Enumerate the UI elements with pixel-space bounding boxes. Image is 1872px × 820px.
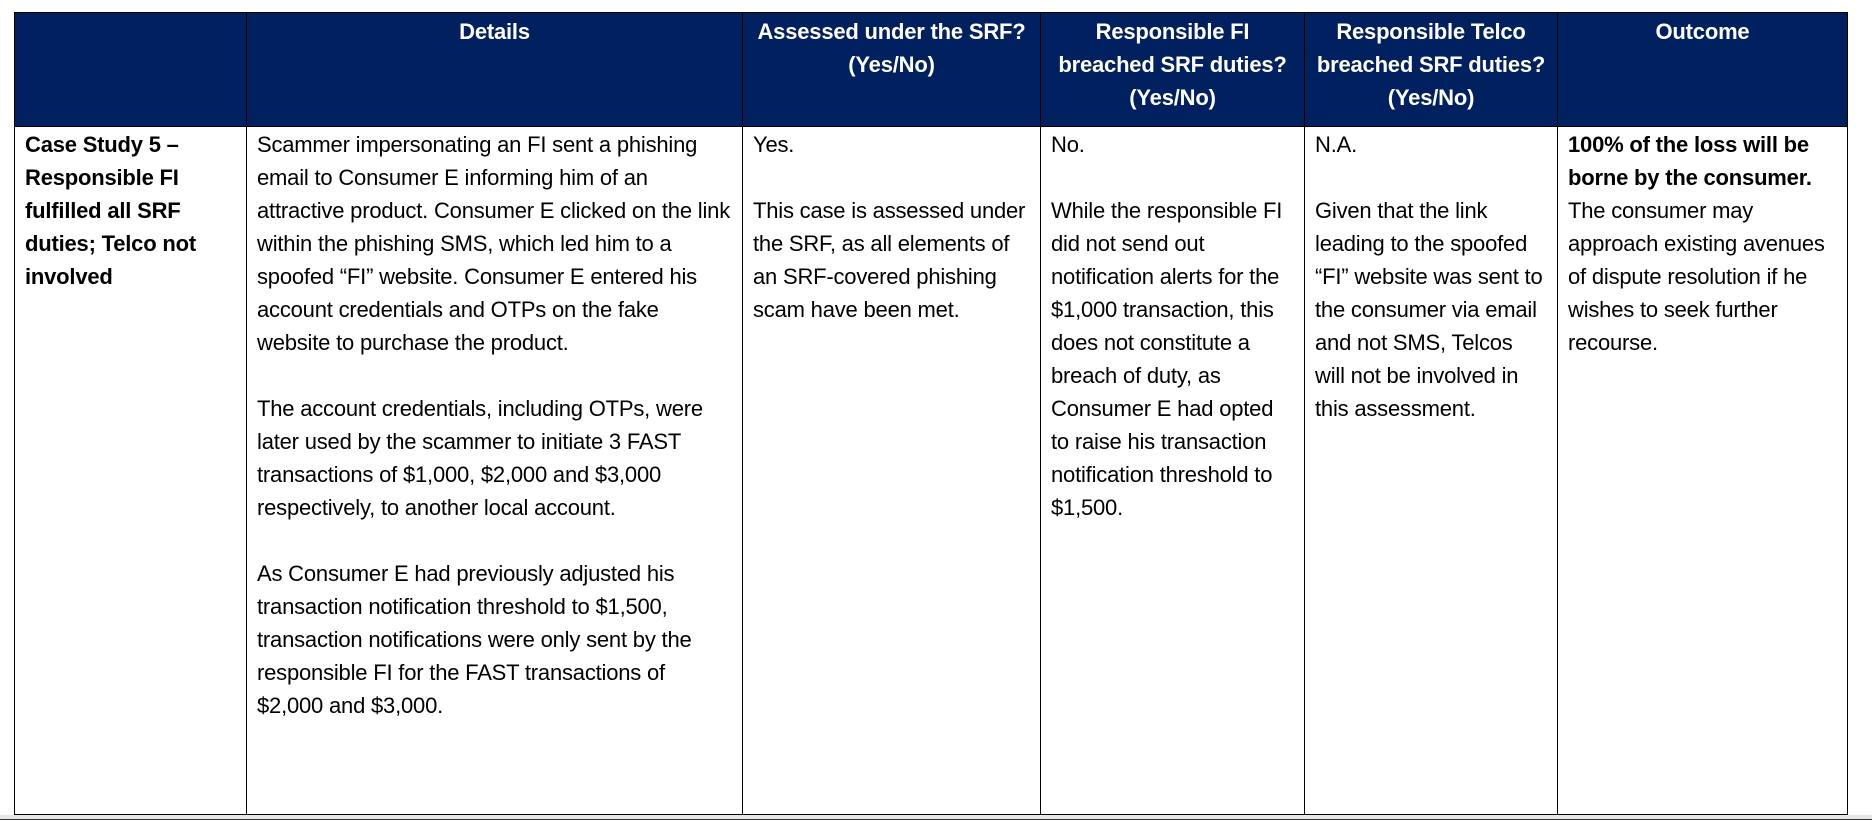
fi-breach-explanation: While the responsible FI did not send out notification alerts for the $1,000 transaction, this does not constitute a breach of duty, as Consumer E had opted to raise his transaction notification threshold to $1,500. — [1051, 198, 1283, 520]
cell-outcome — [1558, 127, 1848, 815]
header-telco-breach: Responsible Telco breached SRF duties? (Yes/No) — [1305, 13, 1558, 127]
telco-breach-explanation: Given that the link leading to the spoofed “FI” website was sent to the consumer via email and not SMS, Telcos will not be involved in this assessment. — [1315, 198, 1543, 421]
details-paragraph: Scammer impersonating an FI sent a phishing email to Consumer E informing him of an attractive product. Consumer E clicked on the link within the phishing SMS, which led him to a spoofed “FI” website. Consumer E entered his account credentials and OTPs on the fake website to purchase the product. — [257, 132, 731, 355]
details-paragraph: As Consumer E had previously adjusted his transaction notification threshold to $1,500, transaction notifications were only sent by the responsible FI for the FAST transactions of $2,000 and $3,000. — [257, 561, 692, 718]
details-paragraph: The account credentials, including OTPs, were later used by the scammer to initiate 3 FAST transactions of $1,000, $2,000 and $3,000 respectively, to another local account. — [257, 396, 703, 520]
header-case — [15, 13, 247, 127]
table-row — [15, 127, 1848, 815]
cell-telco-breach — [1305, 127, 1558, 815]
case-study-table — [14, 12, 1848, 815]
case-title: Case Study 5 – Responsible FI fulfilled all SRF duties; Telco not involved — [25, 132, 196, 289]
assessed-explanation: This case is assessed under the SRF, as all elements of an SRF-covered phishing scam have been met. — [753, 198, 1026, 322]
outcome-text — [1568, 128, 1837, 359]
fi-breach-answer: No. — [1051, 132, 1085, 157]
cell-fi-breach — [1041, 127, 1305, 815]
table-header-row — [15, 13, 1848, 127]
cell-details — [247, 127, 743, 815]
header-outcome: Outcome — [1558, 13, 1848, 127]
header-details: Details — [247, 13, 743, 127]
outcome-bold-text: 100% of the loss will be borne by the consumer. — [1568, 132, 1812, 190]
header-assessed: Assessed under the SRF? (Yes/No) — [743, 13, 1041, 127]
outcome-regular-text: The consumer may approach existing avenues of dispute resolution if he wishes to seek further recourse. — [1568, 198, 1825, 355]
cell-assessed — [743, 127, 1041, 815]
page-edge-divider — [0, 815, 1872, 820]
cell-case — [15, 127, 247, 815]
telco-breach-answer: N.A. — [1315, 132, 1357, 157]
assessed-answer: Yes. — [753, 132, 795, 157]
header-fi-breach: Responsible FI breached SRF duties? (Yes/No) — [1041, 13, 1305, 127]
